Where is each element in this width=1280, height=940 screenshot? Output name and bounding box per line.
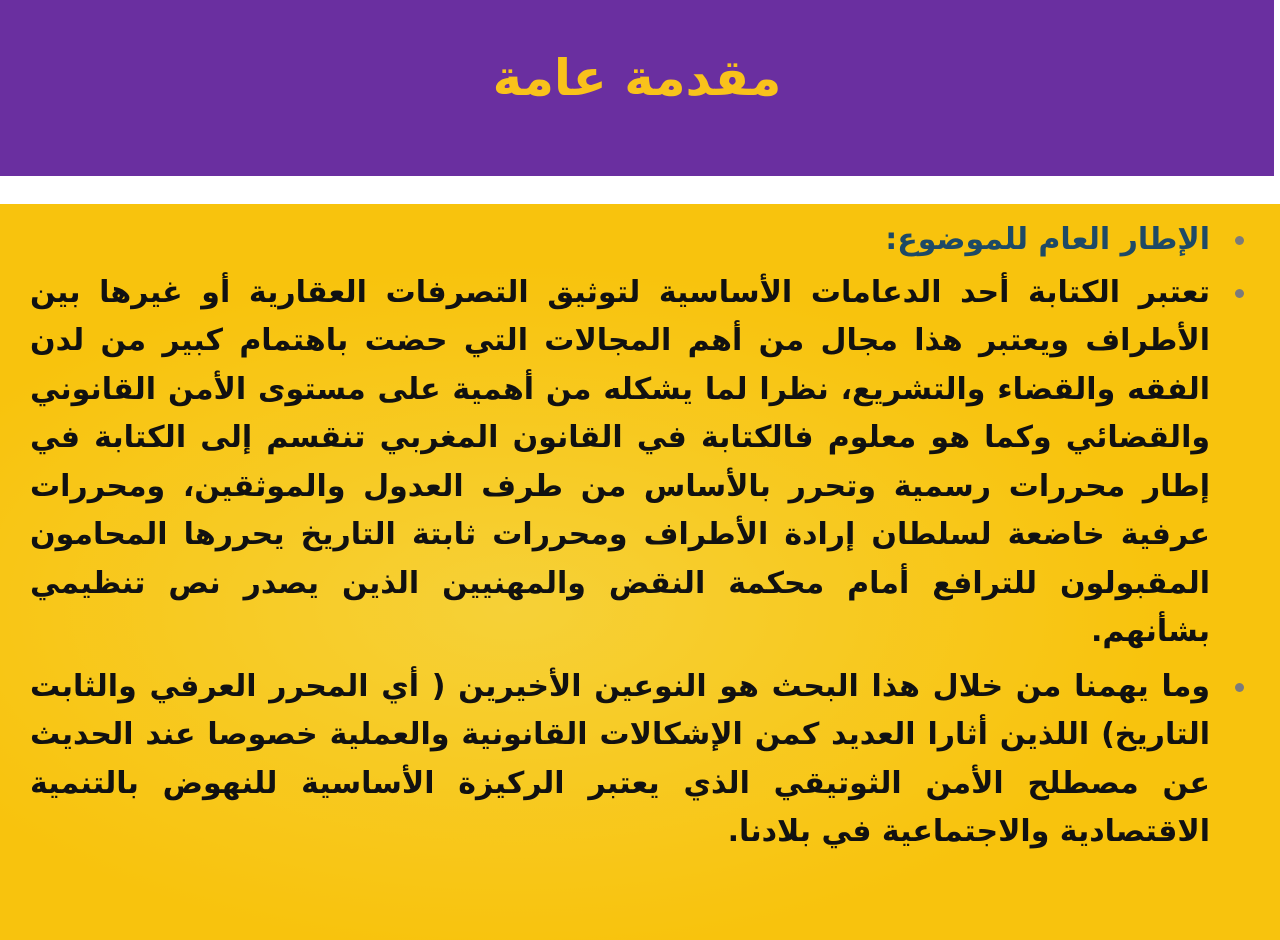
bullet-item-writing-overview: [30, 269, 1250, 657]
slide-title: مقدمة عامة: [492, 49, 782, 107]
bullet-text: الإطار العام للموضوع:: [885, 222, 1210, 257]
title-banner: [0, 0, 1274, 176]
bullet-text: وما يهمنا من خلال هذا البحث هو النوعين الأخيرين ( أي المحرر العرفي والثابت التاريخ) اللذين أثارا العديد كمن الإشكالات القانونية والعملية خصوصا عند الحديث عن مصطلح الأمن الثوتيقي الذي يعتبر الركيزة الأساسية للنهوض بالتنمية الاقتصادية والاجتماعية في بلادنا.: [30, 668, 1210, 849]
bullet-marker-icon: [1235, 289, 1244, 298]
content-panel: [0, 204, 1280, 940]
bullet-item-topic-heading: [30, 216, 1250, 265]
bullet-marker-icon: [1235, 236, 1244, 245]
bullet-marker-icon: [1235, 683, 1244, 692]
bullet-item-research-focus: [30, 663, 1250, 857]
bullet-list: [30, 216, 1250, 857]
bullet-text: تعتبر الكتابة أحد الدعامات الأساسية لتوثيق التصرفات العقارية أو غيرها بين الأطراف ويعتبر هذا مجال من أهم المجالات التي حضت باهتمام كبير من لدن الفقه والقضاء والتشريع، نظرا لما يشكله من أهمية على مستوى الأمن القانوني والقضائي وكما هو معلوم فالكتابة في القانون المغربي تنقسم إلى الكتابة في إطار محررات رسمية وتحرر بالأساس من طرف العدول والموثقين، ومحررات عرفية خاضعة لسلطان إرادة الأطراف ومحررات ثابتة التاريخ يحررها المحامون المقبولون للترافع أمام محكمة النقض والمهنيين الذين يصدر نص تنظيمي بشأنهم.: [30, 274, 1210, 649]
